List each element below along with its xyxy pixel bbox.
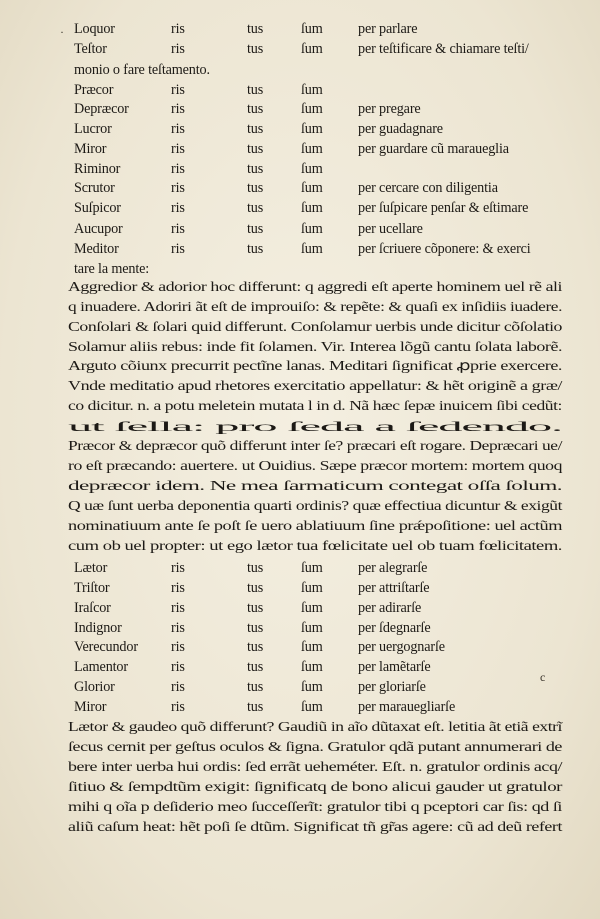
ending-cell: ſum xyxy=(301,101,323,117)
ending-cell: tus xyxy=(247,679,264,695)
ending-cell: ſum xyxy=(301,560,323,576)
table-row-continuation: tare la mente: xyxy=(74,261,150,277)
gloss-cell: per cercare con diligentia xyxy=(358,180,498,196)
gloss-cell: per gloriarſe xyxy=(358,679,426,695)
verb-cell: Depræcor xyxy=(74,101,129,117)
gloss-cell: per alegrarſe xyxy=(358,560,428,576)
ending-cell: tus xyxy=(247,580,264,596)
ending-cell: ſum xyxy=(301,41,323,57)
ending-cell: ſum xyxy=(301,200,323,216)
ending-cell: ris xyxy=(171,82,185,98)
ending-cell: tus xyxy=(247,620,264,636)
ending-cell: ſum xyxy=(301,679,323,695)
ending-cell: ſum xyxy=(301,639,323,655)
prose-line: Vnde meditatio apud rhetores exercitatio appellatur: & hẽt originẽ a græ/ xyxy=(68,379,562,394)
prose-line: depræcor idem. Ne mea ſarmaticum contegat oſſa ſolum. xyxy=(68,479,562,494)
gloss-cell: per parlare xyxy=(358,21,418,37)
gloss-cell: per lamẽtarſe xyxy=(358,659,431,675)
verb-cell: Loquor xyxy=(74,21,115,37)
prose-line: ſitiuo & ſempdtũm exigit: ſignificatq de bono alicui gauder ut gratulor xyxy=(68,780,562,795)
prose-line: Q uæ ſunt uerba deponentia quarti ordinis? quæ effectiua dicuntur & exigũt xyxy=(68,499,562,514)
ending-cell: ris xyxy=(171,659,185,675)
verb-cell: Teſtor xyxy=(74,41,107,57)
prose-line: ro eſt præcando: auertere. ut Ouidius. Sæpe præcor mortem: mortem quoq xyxy=(68,459,562,474)
gloss-cell: per pregare xyxy=(358,101,421,117)
gloss-cell: per ſuſpicare penſar & eſtimare xyxy=(358,200,529,216)
prose-line: Arguto cõiunx precurrit pectĩne lanas. Meditari ſignificat ꝓprie exercere. xyxy=(68,359,562,374)
gloss-cell: per adirarſe xyxy=(358,600,422,616)
ending-cell: tus xyxy=(247,639,264,655)
ending-cell: ris xyxy=(171,180,185,196)
ending-cell: ſum xyxy=(301,161,323,177)
ending-cell: ris xyxy=(171,221,185,237)
ending-cell: ris xyxy=(171,161,185,177)
prose-line: aliũ caſum heat: hẽt poſi ſe dtũm. Significat tñ gr̃as agere: cũ ad deũ refert xyxy=(68,820,562,835)
prose-line: Præcor & depræcor quõ differunt inter ſe? præcari eſt rogare. Depræcari ue/ xyxy=(68,439,562,454)
verb-cell: Miror xyxy=(74,141,107,157)
margin-mark: · xyxy=(60,25,64,39)
ending-cell: tus xyxy=(247,141,264,157)
ending-cell: ris xyxy=(171,639,185,655)
ending-cell: ris xyxy=(171,121,185,137)
ending-cell: tus xyxy=(247,600,264,616)
gloss-cell: per ucellare xyxy=(358,221,423,237)
ending-cell: tus xyxy=(247,41,264,57)
ending-cell: tus xyxy=(247,121,264,137)
verb-cell: Meditor xyxy=(74,241,119,257)
ending-cell: ſum xyxy=(301,180,323,196)
margin-mark: c xyxy=(540,670,546,684)
ending-cell: tus xyxy=(247,560,264,576)
verb-cell: Præcor xyxy=(74,82,114,98)
prose-line: ut ſella: pro ſeda a ſedendo. xyxy=(68,420,562,435)
verb-cell: Triſtor xyxy=(74,580,110,596)
ending-cell: ris xyxy=(171,600,185,616)
prose-line: cum ob uel propter: ut ego lætor tua fœlicitate uel ob tuam fœlicitatem. xyxy=(68,539,562,554)
verb-cell: Lamentor xyxy=(74,659,128,675)
ending-cell: ris xyxy=(171,580,185,596)
prose-line: Lætor & gaudeo quõ differunt? Gaudiũ in aĩo dũtaxat eſt. letitia ãt etiã extrĩ xyxy=(68,720,562,735)
ending-cell: ris xyxy=(171,620,185,636)
ending-cell: tus xyxy=(247,180,264,196)
verb-cell: Glorior xyxy=(74,679,115,695)
verb-cell: Verecundor xyxy=(74,639,138,655)
ending-cell: ris xyxy=(171,241,185,257)
gloss-cell: per marauegliarſe xyxy=(358,699,456,715)
prose-line: Solamur aliis rebus: inde fit ſolamen. Vir. Interea lõgũ cantu ſolata laborẽ. xyxy=(68,340,562,355)
ending-cell: ſum xyxy=(301,82,323,98)
ending-cell: ris xyxy=(171,200,185,216)
prose-line: mihi q oĩa p deſiderio meo ſucceſſerĩt: gratulor tibi q pceptori car ſis: qd ſi xyxy=(68,800,562,815)
ending-cell: tus xyxy=(247,699,264,715)
ending-cell: ris xyxy=(171,21,185,37)
ending-cell: ſum xyxy=(301,620,323,636)
ending-cell: tus xyxy=(247,241,264,257)
gloss-cell: per guardare cũ maraueglia xyxy=(358,141,509,157)
verb-cell: Lætor xyxy=(74,560,108,576)
ending-cell: tus xyxy=(247,221,264,237)
gloss-cell: per ſcriuere cõponere: & exerci xyxy=(358,241,531,257)
ending-cell: ſum xyxy=(301,699,323,715)
ending-cell: tus xyxy=(247,21,264,37)
ending-cell: ſum xyxy=(301,600,323,616)
verb-cell: Riminor xyxy=(74,161,121,177)
gloss-cell: per guadagnare xyxy=(358,121,443,137)
prose-line: nominatiuum ante ſe poſt ſe uero ablatiuum ſine prǽpoſitione: uel actũm xyxy=(68,519,562,534)
ending-cell: tus xyxy=(247,161,264,177)
ending-cell: ſum xyxy=(301,141,323,157)
gloss-cell: per attriſtarſe xyxy=(358,580,430,596)
prose-line: q inuadere. Adoriri ãt eſt de improuiſo: & repẽte: & quaſi ex inſidiis iuadere. xyxy=(68,300,562,315)
verb-cell: Scrutor xyxy=(74,180,115,196)
ending-cell: tus xyxy=(247,200,264,216)
ending-cell: ſum xyxy=(301,659,323,675)
verb-cell: Iraſcor xyxy=(74,600,111,616)
ending-cell: ris xyxy=(171,141,185,157)
ending-cell: ſum xyxy=(301,241,323,257)
ending-cell: tus xyxy=(247,101,264,117)
prose-line: ſecus cernit per geſtus oculos & ſigna. Gratulor qdã putant annumerari de xyxy=(68,740,562,755)
gloss-cell: per teſtificare & chiamare teſti/ xyxy=(358,41,529,57)
prose-line: Aggredior & adorior hoc differunt: q aggredi eſt aperte hominem uel rẽ ali xyxy=(68,280,562,295)
ending-cell: ris xyxy=(171,679,185,695)
ending-cell: ſum xyxy=(301,121,323,137)
verb-cell: Lucror xyxy=(74,121,112,137)
ending-cell: ſum xyxy=(301,580,323,596)
ending-cell: tus xyxy=(247,82,264,98)
gloss-cell: per ſdegnarſe xyxy=(358,620,431,636)
ending-cell: ris xyxy=(171,101,185,117)
verb-cell: Indignor xyxy=(74,620,122,636)
verb-cell: Miror xyxy=(74,699,107,715)
prose-line: Conſolari & ſolari quid differunt. Conſolamur uerbis unde dicitur cõſolatio xyxy=(68,320,562,335)
prose-line: bere inter uerba hui ordis: ſed errãt ueheméter. Eſt. n. gratulor ordinis acq/ xyxy=(68,760,562,775)
gloss-cell: per uergognarſe xyxy=(358,639,445,655)
ending-cell: tus xyxy=(247,659,264,675)
ending-cell: ris xyxy=(171,41,185,57)
table-row-continuation: monio o fare teſtamento. xyxy=(74,62,210,78)
prose-line: co dicitur. n. a potu meletein mutata l in d. Nã hæc ſepæ inuicem ſibi cedũt: xyxy=(68,399,562,414)
ending-cell: ſum xyxy=(301,221,323,237)
ending-cell: ris xyxy=(171,560,185,576)
ending-cell: ris xyxy=(171,699,185,715)
ending-cell: ſum xyxy=(301,21,323,37)
verb-cell: Aucupor xyxy=(74,221,123,237)
verb-cell: Suſpicor xyxy=(74,200,121,216)
